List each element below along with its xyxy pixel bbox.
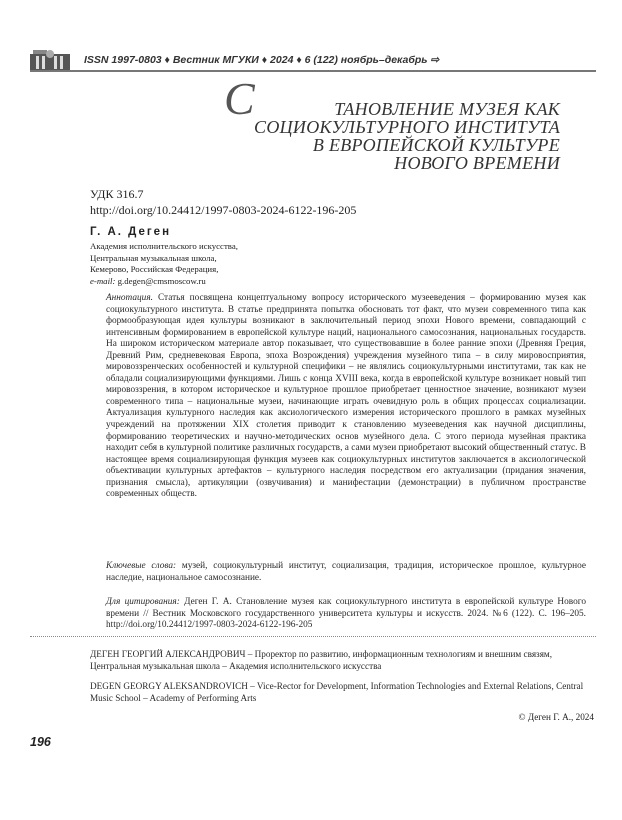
keywords-label: Ключевые слова:	[106, 561, 177, 571]
columns-logo-icon	[30, 48, 70, 72]
keywords	[106, 561, 586, 584]
title-line: НОВОГО ВРЕМЕНИ	[394, 153, 560, 173]
article-title	[224, 73, 560, 173]
author-bio-en: DEGEN GEORGY ALEKSANDROVICH – Vice-Rector for Development, Information Technologies and External Relations, Central Music School – Academy of Performing Arts	[90, 681, 584, 703]
header-rule	[30, 70, 596, 72]
email-link[interactable]: g.degen@cmsmoscow.ru	[117, 275, 206, 286]
title-initial: С	[224, 73, 255, 124]
email-line	[90, 276, 238, 288]
title-line: ТАНОВЛЕНИЕ МУЗЕЯ КАК	[334, 99, 560, 119]
journal-header: ISSN 1997-0803 ♦ Вестник МГУКИ ♦ 2024 ♦ 6 (122) ноябрь–декабрь ⇨	[84, 54, 440, 66]
abstract-label: Аннотация.	[106, 293, 153, 303]
udk-code: УДК 316.7	[90, 187, 144, 201]
page-number: 196	[30, 735, 51, 749]
abstract	[106, 293, 586, 501]
email-label: e-mail:	[90, 275, 116, 286]
title-line: СОЦИОКУЛЬТУРНОГО ИНСТИТУТА	[254, 117, 560, 137]
affiliation-line: Центральная музыкальная школа,	[90, 252, 217, 263]
citation-label: Для цитирования:	[106, 597, 180, 607]
affiliation-line: Академия исполнительского искусства,	[90, 241, 238, 251]
author-name: Г. А. Деген	[90, 226, 172, 238]
keywords-text: музей, социокультурный институт, социализация, традиция, историческое прошлое, культурное наследие, национальное самосознание.	[106, 561, 587, 583]
title-line: В ЕВРОПЕЙСКОЙ КУЛЬТУРЕ	[312, 135, 560, 155]
doi-link[interactable]: http://doi.org/10.24412/1997-0803-2024-6122-196-205	[90, 203, 357, 217]
abstract-text: Статья посвящена концептуальному вопросу исторического музееведения – формированию музея как социокультурного института. В статье предпринята попытка обосновать тот факт, что музеи современного типа как формообразующая идея культуры возникают в заключительный период эпохи Нового времени, совпадающий с интенсивным формированием в европейской культуре наций, национального самосознания, национальных государств. На широком историческом материале автор показывает, что существовавшие в более ранние эпохи (Древняя Греция, Древний Рим, средневековая Европа, эпоха Возрождения) учреждения музейного типа – в силу мировосприятия, мировоззренческих особенностей и культурной специфики – не являлись социокультурными институтами, так как не обладали социализирующими функциями. Лишь с конца XVIII века, когда в европейской культуре возникает новый тип мировоззрения, в котором историческое и культурное прошлое приобретает ценностное значение, возникают музеи современного типа – национальные музеи, начинающие играть очевидную роль в общих процессах социализации. Актуализация культурного наследия как аксиологического измерения исторического прошлого в рамках музейных учреждений на протяжении XIX столетия приводит к становлению музееведения как научной дисциплины, формированию теоретических и научно-методических основ музейного дела. С этого периода музейная практика находит себя в культурной политике различных государств, а сами музеи приобретают высокий общественный статус. В настоящее время социализирующая функция музеев как социокультурных институтов заключается в аксиологической объективации культурных артефактов – культурного наследия посредством его актуализации (придания значения, признания смысла), артикуляции (озвучивания) и манифестации (демонстрации) в публичном пространстве современных обществ.	[106, 293, 586, 500]
citation-text: Деген Г. А. Становление музея как социокультурного института в европейской культуре Нового времени // Вестник Московского государственного университета культуры и искусств. 2024. №6 (122). С. 196–205. http://doi.org/10.24412/1997-0803-2024-6122-196-205	[106, 597, 586, 631]
affiliation	[90, 241, 238, 287]
section-divider	[30, 636, 596, 637]
affiliation-line: Кемерово, Российская Федерация,	[90, 264, 219, 274]
citation	[106, 597, 586, 632]
author-bio-ru: ДЕГЕН ГЕОРГИЙ АЛЕКСАНДРОВИЧ – Проректор по развитию, информационным технологиям и внешним связям, Центральная музыкальная школа – Академия исполнительского искусства	[90, 649, 553, 671]
copyright: © Деген Г. А., 2024	[518, 712, 594, 722]
